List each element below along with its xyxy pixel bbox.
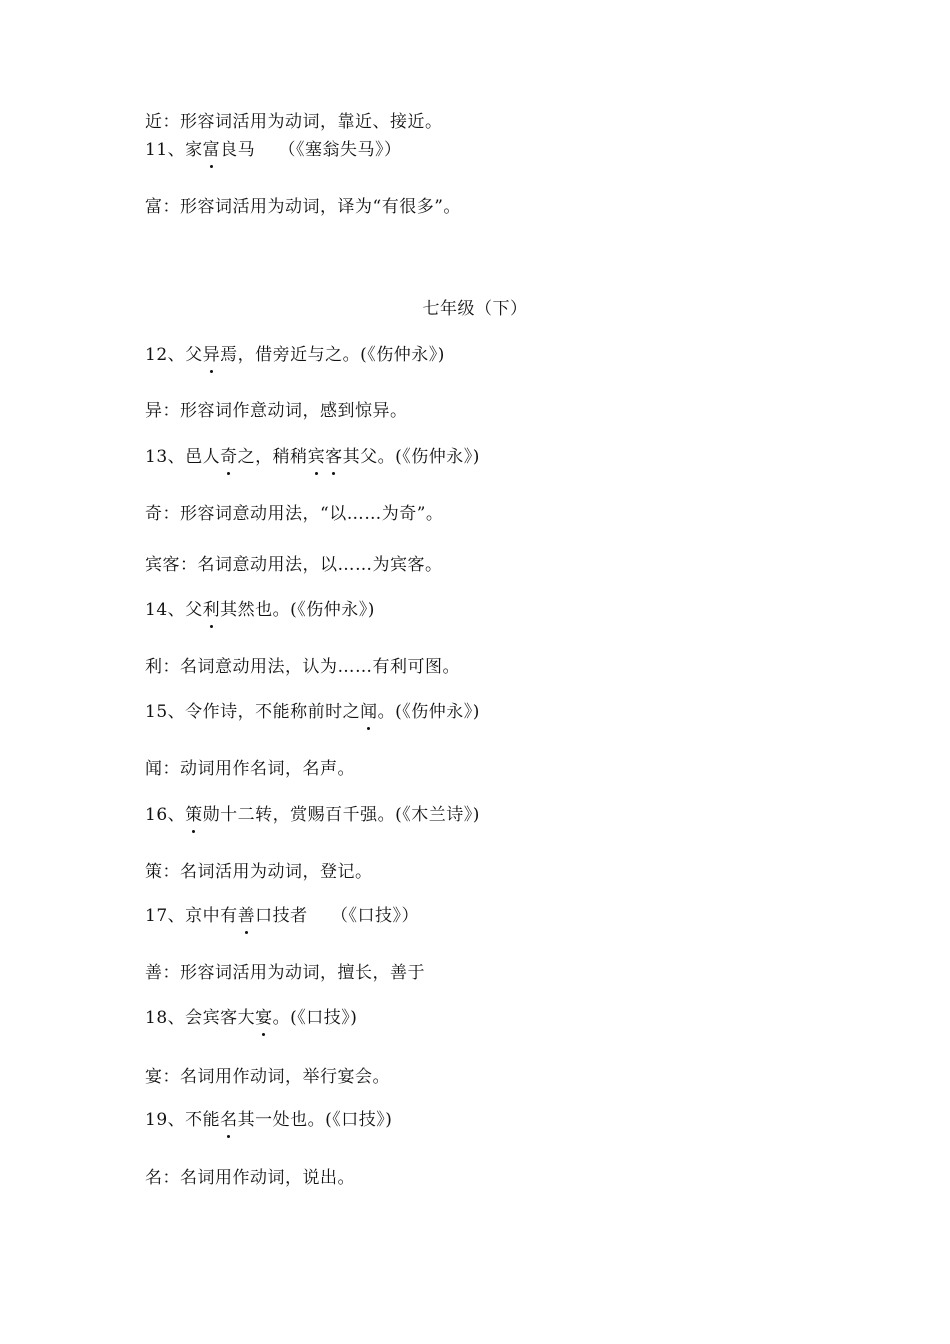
line-item-13 — [145, 445, 480, 469]
text-pre: 12、父 — [145, 345, 203, 365]
text-post: 其一处也。(《口技》) — [237, 1110, 393, 1130]
text: 近：形容词活用为动词，靠近、接近。 — [145, 112, 443, 132]
dotted-char: 闻 — [360, 702, 378, 722]
note-item-17: 善：形容词活用为动词，擅长，善于 — [145, 963, 425, 983]
text-pre: 14、父 — [145, 600, 203, 620]
note-item-18: 宴：名词用作动词，举行宴会。 — [145, 1067, 390, 1087]
dotted-char: 宴 — [255, 1008, 273, 1028]
dotted-char: 异 — [202, 345, 221, 365]
text-pre: 16、 — [145, 805, 186, 825]
dotted-char: 策 — [185, 805, 203, 825]
line-item-11 — [145, 138, 402, 162]
line-item-12 — [145, 343, 445, 367]
line-near-note — [145, 110, 443, 134]
note-item-15: 闻：动词用作名词，名声。 — [145, 759, 355, 779]
text-pre: 13、邑人 — [145, 447, 221, 467]
text-post: 。(《伤仲永》) — [377, 702, 480, 722]
text-post: 。(《口技》) — [272, 1008, 358, 1028]
text-pre: 18、会宾客大 — [145, 1008, 256, 1028]
dotted-char-unit: 客 — [325, 447, 343, 467]
dotted-char: 善 — [237, 906, 256, 926]
text: 富：形容词活用为动词，译为“有很多”。 — [145, 197, 461, 217]
text-post: 良马 （《塞翁失马》） — [220, 140, 402, 160]
note2-item-13: 宾客：名词意动用法，以……为宾客。 — [145, 555, 443, 575]
text-post: 其然也。(《伤仲永》) — [220, 600, 375, 620]
dotted-char-unit: 宾 — [307, 447, 326, 467]
text-post: 勋十二转，赏赐百千强。(《木兰诗》) — [202, 805, 480, 825]
text-post: 其父。(《伤仲永》) — [342, 447, 480, 467]
line-item-14 — [145, 598, 375, 622]
line-rich-note — [145, 195, 461, 219]
note-item-19: 名：名词用作动词，说出。 — [145, 1168, 355, 1188]
section-title: 七年级（下） — [422, 299, 528, 319]
text-post: 口技者 （《口技》） — [255, 906, 420, 926]
note-item-12: 异：形容词作意动词，感到惊异。 — [145, 401, 408, 421]
text-pre: 19、不能 — [145, 1110, 221, 1130]
note-item-14: 利：名词意动用法，认为……有利可图。 — [145, 657, 460, 677]
line-item-16 — [145, 803, 480, 827]
dotted-char: 富 — [202, 140, 221, 160]
text-post: 焉，借旁近与之。(《伤仲永》) — [220, 345, 445, 365]
text-mid: 之，稍稍 — [237, 447, 308, 467]
text-pre: 15、令作诗，不能称前时之 — [145, 702, 361, 722]
text-pre: 11、家 — [145, 140, 203, 160]
line-item-15 — [145, 700, 480, 724]
dotted-char: 奇 — [220, 447, 238, 467]
note-item-13: 奇：形容词意动用法，“以……为奇”。 — [145, 504, 444, 524]
dotted-char-2 — [308, 447, 343, 467]
line-item-19 — [145, 1108, 392, 1132]
line-item-18 — [145, 1006, 357, 1030]
dotted-char: 名 — [220, 1110, 238, 1130]
dotted-char: 利 — [202, 600, 221, 620]
text-pre: 17、京中有 — [145, 906, 238, 926]
note-item-16: 策：名词活用为动词，登记。 — [145, 862, 373, 882]
line-item-17 — [145, 904, 419, 928]
